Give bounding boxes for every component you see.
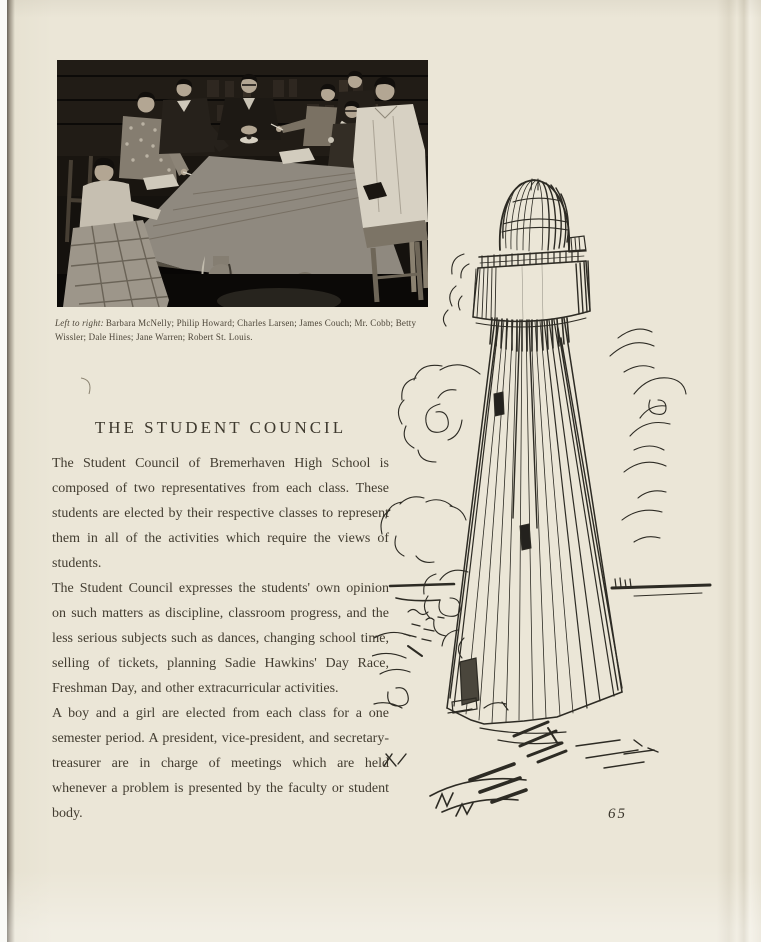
- ground-scribbles: [372, 632, 658, 816]
- cloud-sketches: [381, 254, 686, 658]
- page-number: 65: [608, 806, 627, 822]
- caption-names: Barbara McNelly; Philip Howard; Charles Larsen; James Couch; Mr. Cobb; Betty Wissler; Dale Hines; Jane Warren; Robert St. Louis.: [55, 318, 417, 342]
- caption-lead: Left to right:: [55, 318, 104, 328]
- page-surface: [7, 0, 761, 942]
- stray-mark: [77, 372, 107, 402]
- lighthouse-illustration: [372, 168, 727, 823]
- article-paragraph: The Student Council expresses the students' own opinion on such matters as discipline, classroom progress, and the less serious subjects such as dances, changing school time, selling of tickets, planning Sadie Hawkins' Day Race, Freshman Day, and other extracurricular activities.: [52, 581, 389, 696]
- lighthouse-tower: [447, 318, 622, 724]
- article-heading: THE STUDENT COUNCIL: [94, 418, 347, 437]
- article-paragraph: A boy and a girl are elected from each class for a one semester period. A president, vice-president, and secretary-treasurer are in charge of meetings which are held whenever a problem is presented by the faculty or student body.: [52, 706, 389, 821]
- lighthouse-dome: [500, 179, 569, 251]
- article-body: [52, 451, 389, 826]
- article-paragraph: The Student Council of Bremerhaven High School is composed of two representatives from each class. These students are elected by their respective classes to represent them in all of the activities which require the views of students.: [52, 456, 389, 571]
- lighthouse-watchroom: [473, 261, 590, 327]
- horizon-lines: [390, 578, 710, 641]
